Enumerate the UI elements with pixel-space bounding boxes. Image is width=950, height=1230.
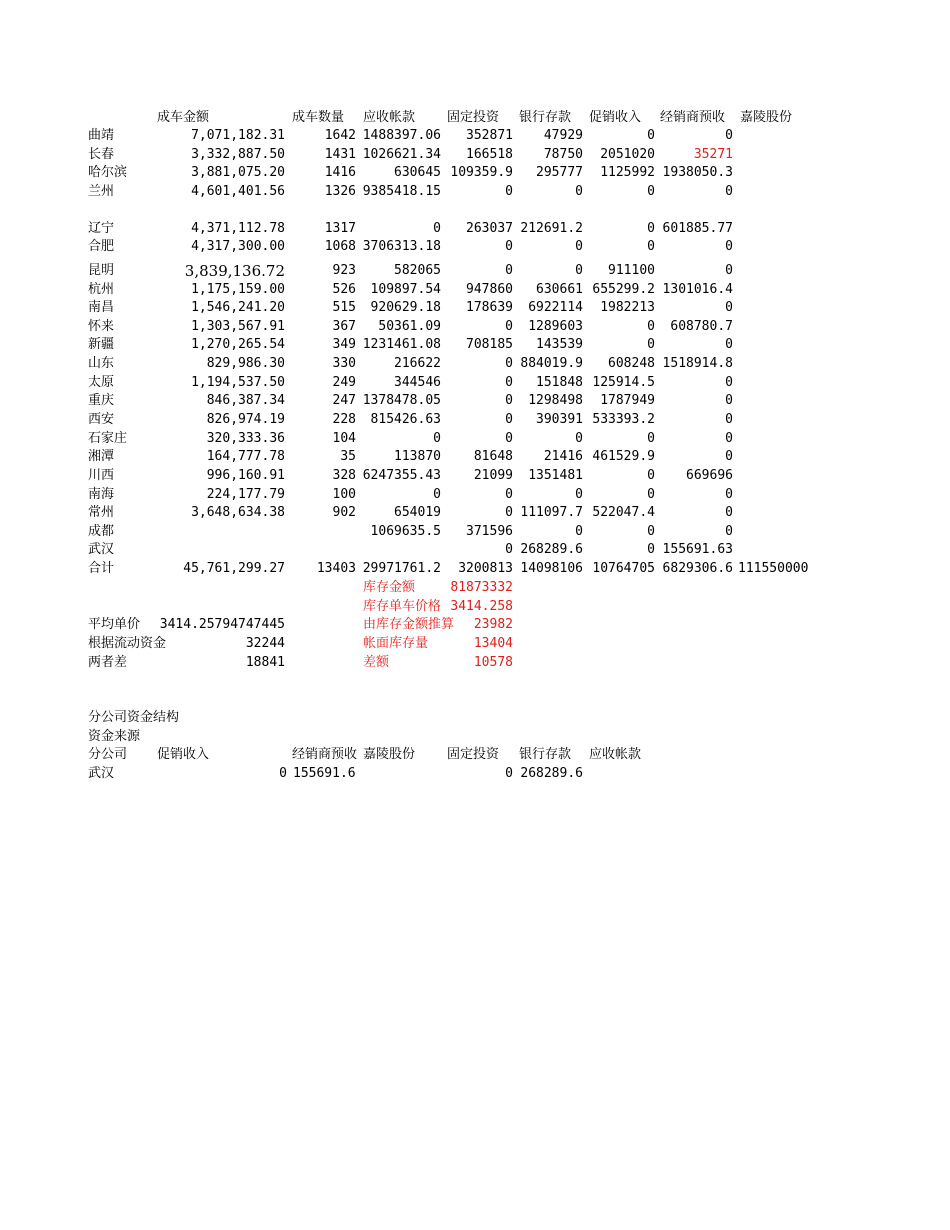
structure-bank: 268289.6: [520, 766, 583, 781]
header-cost-amount: 成车金额: [157, 110, 210, 125]
cell-fixed-investment: 0: [505, 542, 513, 557]
structure-promo: 0: [279, 766, 287, 781]
cell-promo-income: 0: [647, 524, 655, 539]
cell-cost-amount: 846,387.34: [206, 393, 285, 408]
cell-region: 兰州: [88, 184, 115, 199]
cell-fixed-investment: 0: [505, 239, 513, 254]
cell-cost-amount: 7,071,182.31: [191, 128, 285, 143]
structure-title: 分公司资金结构: [88, 710, 180, 725]
cell-cost-amount: 3,881,075.20: [191, 165, 285, 180]
cell-region: 常州: [88, 505, 115, 520]
cell-fixed-investment: 21099: [473, 468, 513, 483]
cell-cost-amount: 4,317,300.00: [191, 239, 285, 254]
cell-bank-deposit: 212691.2: [520, 221, 583, 236]
cell-bank-deposit: 268289.6: [520, 542, 583, 557]
cell-dealer-advance: 1301016.4: [662, 282, 733, 297]
cell-region: 哈尔滨: [88, 165, 128, 180]
cell-dealer-advance: 669696: [686, 468, 733, 483]
structure-header-jialing: 嘉陵股份: [363, 747, 416, 762]
cell-region: 南昌: [88, 300, 115, 315]
cell-receivables: 1488397.06: [362, 128, 441, 143]
cell-fixed-investment: 0: [505, 319, 513, 334]
cell-cost-amount: 1,303,567.91: [191, 319, 285, 334]
cell-jialing-shares: [738, 430, 818, 448]
cell-fixed-investment: 708185: [466, 337, 513, 352]
cell-promo-income: 125914.5: [592, 375, 655, 390]
cell-region: 太原: [88, 375, 115, 390]
cell-vehicle-count: 526: [332, 282, 356, 297]
cell-promo-income: 0: [647, 319, 655, 334]
cell-fixed-investment: 178639: [466, 300, 513, 315]
cell-jialing-shares: [738, 183, 818, 201]
cell-bank-deposit: 884019.9: [520, 356, 583, 371]
structure-jialing: [359, 765, 441, 783]
cell-dealer-advance: 0: [725, 300, 733, 315]
cell-region: 曲靖: [88, 128, 115, 143]
cell-vehicle-count: 367: [332, 319, 356, 334]
cell-vehicle-count: [290, 541, 356, 559]
cell-promo-income: 608248: [608, 356, 655, 371]
cell-vehicle-count: 349: [332, 337, 356, 352]
cell-fixed-investment: 0: [505, 505, 513, 520]
cell-jialing-shares: [738, 336, 818, 354]
cell-jialing-shares: [738, 448, 818, 466]
cell-bank-deposit: 0: [575, 524, 583, 539]
cell-promo-income: 911100: [608, 263, 655, 278]
cell-region: 辽宁: [88, 221, 115, 236]
structure-subtitle: 资金来源: [88, 729, 141, 744]
cell-promo-income: 0: [647, 221, 655, 236]
cell-vehicle-count: 1317: [324, 221, 356, 236]
cell-vehicle-count: 247: [332, 393, 356, 408]
cell-bank-deposit: 111097.7: [520, 505, 583, 520]
cell-dealer-advance: 0: [725, 431, 733, 446]
cell-dealer-advance: 35271: [693, 147, 733, 162]
cell-jialing-shares: [738, 127, 818, 145]
cell-jialing-shares: [738, 486, 818, 504]
stats-label: 两者差: [88, 655, 128, 670]
cell-receivables: 216622: [394, 356, 441, 371]
cell-region: 重庆: [88, 393, 115, 408]
cell-region: 西安: [88, 412, 115, 427]
cell-region: 湘潭: [88, 449, 115, 464]
cell-receivables: 6247355.43: [362, 468, 441, 483]
cell-fixed-investment: 0: [505, 487, 513, 502]
cell-promo-income: 0: [647, 184, 655, 199]
cell-promo-income: 0: [647, 487, 655, 502]
structure-fixed: 0: [505, 766, 513, 781]
cell-promo-income: 0: [647, 542, 655, 557]
header-vehicle-count: 成车数量: [292, 110, 345, 125]
cell-cost-amount: 3,332,887.50: [191, 147, 285, 162]
stats-value: 32244: [245, 636, 285, 651]
total-jialing-shares: 111550000: [738, 561, 809, 576]
header-dealer-advance: 经销商预收: [660, 110, 726, 125]
inventory-value: 13404: [473, 636, 513, 651]
cell-fixed-investment: 0: [505, 412, 513, 427]
structure-dealer: 155691.6: [293, 766, 356, 781]
cell-bank-deposit: 6922114: [528, 300, 583, 315]
inventory-value: 10578: [473, 655, 513, 670]
total-bank-deposit: 14098106: [520, 561, 583, 576]
header-jialing-shares: 嘉陵股份: [740, 110, 793, 125]
cell-cost-amount: 1,270,265.54: [191, 337, 285, 352]
cell-cost-amount: 3,648,634.38: [191, 505, 285, 520]
stats-value: 18841: [245, 655, 285, 670]
cell-vehicle-count: 249: [332, 375, 356, 390]
cell-promo-income: 533393.2: [592, 412, 655, 427]
cell-receivables: 0: [433, 431, 441, 446]
cell-jialing-shares: [738, 262, 818, 280]
structure-branch: 武汉: [88, 766, 115, 781]
cell-bank-deposit: 1298498: [528, 393, 583, 408]
cell-cost-amount: 996,160.91: [206, 468, 285, 483]
cell-dealer-advance: 0: [725, 128, 733, 143]
cell-bank-deposit: 143539: [536, 337, 583, 352]
cell-region: 成都: [88, 524, 115, 539]
cell-promo-income: 0: [647, 128, 655, 143]
cell-region: 南海: [88, 487, 115, 502]
cell-region: 长春: [88, 147, 115, 162]
cell-fixed-investment: 371596: [466, 524, 513, 539]
cell-jialing-shares: [738, 374, 818, 392]
cell-jialing-shares: [738, 220, 818, 238]
cell-jialing-shares: [738, 164, 818, 182]
cell-vehicle-count: 1068: [324, 239, 356, 254]
cell-promo-income: 0: [647, 468, 655, 483]
cell-cost-amount: 4,371,112.78: [191, 221, 285, 236]
cell-cost-amount: [157, 541, 285, 559]
cell-dealer-advance: 155691.63: [662, 542, 733, 557]
cell-cost-amount: 164,777.78: [206, 449, 285, 464]
cell-fixed-investment: 0: [505, 356, 513, 371]
inventory-label: 库存单车价格: [363, 599, 442, 614]
cell-fixed-investment: 166518: [466, 147, 513, 162]
structure-receivable: [583, 765, 655, 783]
inventory-value: 3414.258: [450, 599, 513, 614]
cell-jialing-shares: [738, 467, 818, 485]
inventory-value: 23982: [473, 617, 513, 632]
stats-label: 根据流动资金: [88, 636, 167, 651]
cell-jialing-shares: [738, 299, 818, 317]
cell-jialing-shares: [738, 541, 818, 559]
cell-dealer-advance: 608780.7: [670, 319, 733, 334]
cell-dealer-advance: 0: [725, 505, 733, 520]
total-region: 合计: [88, 561, 115, 576]
cell-bank-deposit: 78750: [543, 147, 583, 162]
cell-dealer-advance: 0: [725, 393, 733, 408]
cell-bank-deposit: 151848: [536, 375, 583, 390]
structure-header-receivable: 应收帐款: [589, 747, 642, 762]
cell-promo-income: 2051020: [600, 147, 655, 162]
cell-jialing-shares: [738, 504, 818, 522]
cell-jialing-shares: [738, 238, 818, 256]
cell-region: 武汉: [88, 542, 115, 557]
cell-receivables: 1069635.5: [370, 524, 441, 539]
total-receivables: 29971761.2: [362, 561, 441, 576]
cell-receivables: 113870: [394, 449, 441, 464]
cell-fixed-investment: 0: [505, 184, 513, 199]
stats-value: 3414.25794747445: [159, 617, 285, 632]
cell-dealer-advance: 0: [725, 449, 733, 464]
cell-vehicle-count: 104: [332, 431, 356, 446]
cell-promo-income: 0: [647, 337, 655, 352]
stats-label: 平均单价: [88, 617, 141, 632]
cell-dealer-advance: 601885.77: [662, 221, 733, 236]
cell-receivables: 815426.63: [370, 412, 441, 427]
cell-receivables: 654019: [394, 505, 441, 520]
cell-dealer-advance: 1938050.3: [662, 165, 733, 180]
cell-fixed-investment: 0: [505, 263, 513, 278]
cell-jialing-shares: [738, 392, 818, 410]
cell-cost-amount: 829,986.30: [206, 356, 285, 371]
cell-bank-deposit: 295777: [536, 165, 583, 180]
cell-promo-income: 0: [647, 239, 655, 254]
cell-fixed-investment: 81648: [473, 449, 513, 464]
structure-header-branch: 分公司: [88, 747, 128, 762]
cell-receivables: [360, 541, 441, 559]
inventory-label: 由库存金额推算: [363, 617, 455, 632]
cell-fixed-investment: 0: [505, 393, 513, 408]
cell-vehicle-count: [290, 523, 356, 541]
cell-cost-amount: 4,601,401.56: [191, 184, 285, 199]
cell-bank-deposit: 0: [575, 431, 583, 446]
cell-fixed-investment: 352871: [466, 128, 513, 143]
total-promo-income: 10764705: [592, 561, 655, 576]
cell-cost-amount: [157, 523, 285, 541]
cell-region: 石家庄: [88, 431, 128, 446]
cell-receivables: 0: [433, 487, 441, 502]
cell-bank-deposit: 0: [575, 487, 583, 502]
cell-vehicle-count: 902: [332, 505, 356, 520]
cell-vehicle-count: 1326: [324, 184, 356, 199]
cell-region: 山东: [88, 356, 115, 371]
cell-vehicle-count: 1416: [324, 165, 356, 180]
cell-receivables: 344546: [394, 375, 441, 390]
cell-dealer-advance: 0: [725, 239, 733, 254]
structure-header-dealer: 经销商预收: [292, 747, 358, 762]
cell-bank-deposit: 1351481: [528, 468, 583, 483]
cell-dealer-advance: 0: [725, 184, 733, 199]
cell-bank-deposit: 390391: [536, 412, 583, 427]
header-fixed-investment: 固定投资: [447, 110, 500, 125]
cell-receivables: 920629.18: [370, 300, 441, 315]
total-vehicle-count: 13403: [316, 561, 356, 576]
cell-jialing-shares: [738, 281, 818, 299]
cell-promo-income: 0: [647, 431, 655, 446]
header-receivables: 应收帐款: [363, 110, 416, 125]
inventory-label: 差额: [363, 655, 390, 670]
cell-vehicle-count: 330: [332, 356, 356, 371]
cell-cost-amount: 224,177.79: [206, 487, 285, 502]
inventory-value: 81873332: [450, 580, 513, 595]
cell-dealer-advance: 0: [725, 487, 733, 502]
cell-jialing-shares: [738, 411, 818, 429]
cell-receivables: 9385418.15: [362, 184, 441, 199]
structure-header-bank: 银行存款: [519, 747, 572, 762]
cell-jialing-shares: [738, 318, 818, 336]
cell-fixed-investment: 263037: [466, 221, 513, 236]
cell-bank-deposit: 0: [575, 239, 583, 254]
cell-region: 川西: [88, 468, 115, 483]
inventory-label: 帐面库存量: [363, 636, 429, 651]
structure-header-promo: 促销收入: [157, 747, 210, 762]
cell-receivables: 0: [433, 221, 441, 236]
cell-fixed-investment: 947860: [466, 282, 513, 297]
cell-jialing-shares: [738, 355, 818, 373]
cell-fixed-investment: 0: [505, 431, 513, 446]
cell-vehicle-count: 1642: [324, 128, 356, 143]
cell-region: 怀来: [88, 319, 115, 334]
cell-receivables: 50361.09: [378, 319, 441, 334]
cell-bank-deposit: 630661: [536, 282, 583, 297]
cell-vehicle-count: 923: [332, 263, 356, 278]
cell-bank-deposit: 1289603: [528, 319, 583, 334]
total-cost-amount: 45,761,299.27: [183, 561, 285, 576]
cell-vehicle-count: 35: [340, 449, 356, 464]
cell-receivables: 630645: [394, 165, 441, 180]
structure-header-fixed: 固定投资: [447, 747, 500, 762]
cell-cost-amount: 320,333.36: [206, 431, 285, 446]
cell-vehicle-count: 1431: [324, 147, 356, 162]
cell-jialing-shares: [738, 523, 818, 541]
cell-dealer-advance: 0: [725, 337, 733, 352]
cell-promo-income: 1787949: [600, 393, 655, 408]
header-bank-deposit: 银行存款: [519, 110, 572, 125]
total-dealer-advance: 6829306.6: [662, 561, 733, 576]
cell-cost-amount: 1,546,241.20: [191, 300, 285, 315]
cell-receivables: 1026621.34: [362, 147, 441, 162]
cell-region: 杭州: [88, 282, 115, 297]
cell-jialing-shares: [738, 146, 818, 164]
cell-receivables: 109897.54: [370, 282, 441, 297]
cell-dealer-advance: 0: [725, 524, 733, 539]
cell-bank-deposit: 0: [575, 263, 583, 278]
cell-dealer-advance: 0: [725, 412, 733, 427]
inventory-label: 库存金额: [363, 580, 416, 595]
cell-receivables: 1378478.05: [362, 393, 441, 408]
cell-bank-deposit: 47929: [543, 128, 583, 143]
cell-region: 昆明: [88, 263, 115, 278]
cell-bank-deposit: 21416: [543, 449, 583, 464]
cell-dealer-advance: 0: [725, 263, 733, 278]
cell-promo-income: 655299.2: [592, 282, 655, 297]
cell-vehicle-count: 100: [332, 487, 356, 502]
cell-promo-income: 461529.9: [592, 449, 655, 464]
total-fixed-investment: 3200813: [458, 561, 513, 576]
cell-dealer-advance: 1518914.8: [662, 356, 733, 371]
cell-vehicle-count: 228: [332, 412, 356, 427]
cell-cost-amount: 1,194,537.50: [191, 375, 285, 390]
cell-bank-deposit: 0: [575, 184, 583, 199]
cell-cost-amount: 1,175,159.00: [191, 282, 285, 297]
cell-promo-income: 1982213: [600, 300, 655, 315]
header-promo-income: 促销收入: [589, 110, 642, 125]
cell-cost-amount: 3,839,136.72: [184, 262, 285, 280]
cell-fixed-investment: 109359.9: [450, 165, 513, 180]
cell-vehicle-count: 328: [332, 468, 356, 483]
cell-dealer-advance: 0: [725, 375, 733, 390]
cell-cost-amount: 826,974.19: [206, 412, 285, 427]
cell-receivables: 3706313.18: [362, 239, 441, 254]
cell-receivables: 582065: [394, 263, 441, 278]
cell-promo-income: 1125992: [600, 165, 655, 180]
cell-region: 合肥: [88, 239, 115, 254]
cell-fixed-investment: 0: [505, 375, 513, 390]
cell-vehicle-count: 515: [332, 300, 356, 315]
cell-promo-income: 522047.4: [592, 505, 655, 520]
cell-receivables: 1231461.08: [362, 337, 441, 352]
cell-region: 新疆: [88, 337, 115, 352]
